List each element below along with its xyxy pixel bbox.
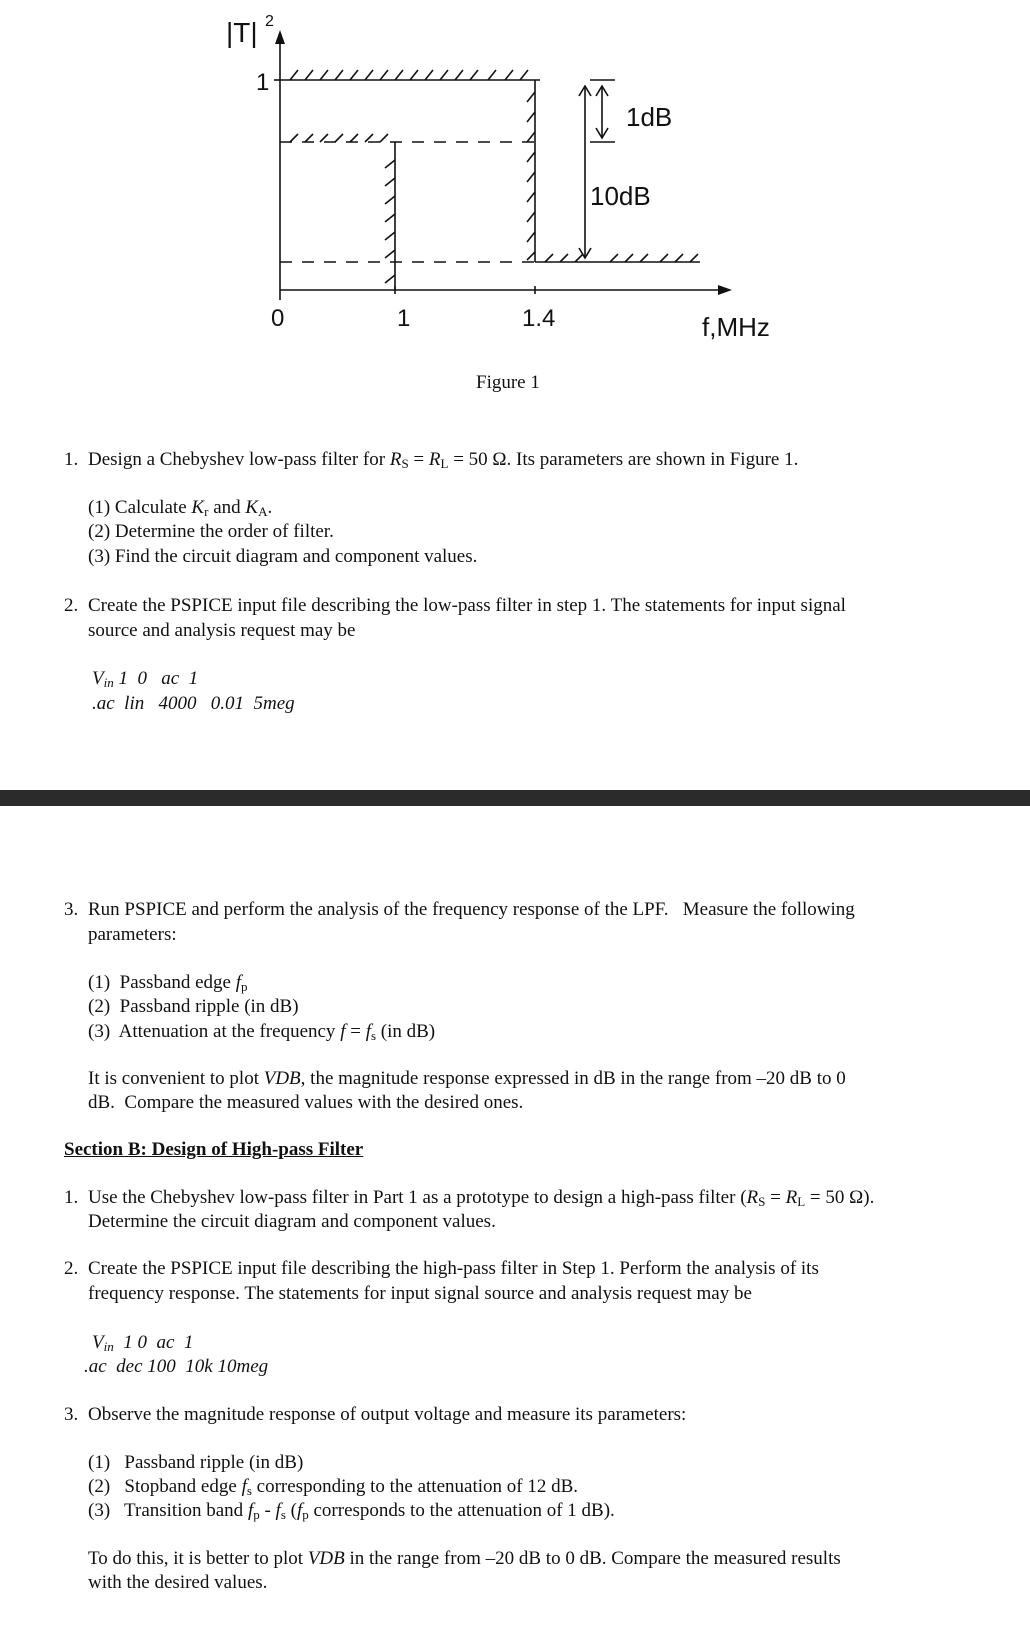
code-ac-2: .ac dec 100 10k 10meg	[84, 1356, 269, 1377]
x-tick-1-4: 1.4	[522, 305, 556, 332]
note-a-line1: It is convenient to plot VDB, the magnitude response expressed in dB in the range from –20 dB to 0	[88, 1068, 846, 1089]
page-top	[0, 0, 1030, 790]
q2-line2: source and analysis request may be	[88, 620, 356, 641]
y-axis-exponent: 2	[265, 13, 274, 30]
q1-number: 1.	[64, 449, 79, 470]
stopband-edge-hatch	[527, 92, 535, 260]
q1-sub3: (3) Find the circuit diagram and component values.	[88, 546, 478, 567]
y-axis-label: |T|	[226, 17, 258, 48]
code-vin-1: Vin 1 0 ac 1	[92, 668, 199, 690]
code-ac-1: .ac lin 4000 0.01 5meg	[92, 693, 295, 714]
edge-hatch	[385, 160, 395, 283]
q3-sub3: (3) Attenuation at the frequency f = fs (in dB)	[88, 1021, 436, 1043]
q1-sub1: (1) Calculate Kr and KA.	[88, 497, 273, 519]
q3-number: 3.	[64, 899, 79, 920]
figure-1-diagram	[0, 0, 1030, 370]
figure-caption: Figure 1	[476, 372, 540, 393]
b-q2-line2: frequency response. The statements for input signal source and analysis request may be	[88, 1283, 752, 1304]
q3-sub1: (1) Passband edge fp	[88, 972, 248, 994]
q3-line2: parameters:	[88, 924, 177, 945]
ripple-hatch	[290, 134, 388, 142]
q1-sub2: (2) Determine the order of filter.	[88, 521, 334, 542]
code-vin-2: Vin 1 0 ac 1	[92, 1332, 194, 1354]
page-divider	[0, 790, 1030, 806]
y-axis-arrow	[275, 30, 285, 44]
b-q3-number: 3.	[64, 1404, 79, 1425]
b-q1-line2: Determine the circuit diagram and component values.	[88, 1211, 496, 1232]
q2-line1: Create the PSPICE input file describing the low-pass filter in step 1. The statements for input signal	[88, 595, 846, 616]
x-tick-0: 0	[271, 305, 285, 332]
b-q3-line: Observe the magnitude response of output voltage and measure its parameters:	[88, 1404, 687, 1425]
b-q2-number: 2.	[64, 1258, 79, 1279]
x-tick-1: 1	[397, 305, 411, 332]
b-q3-sub3: (3) Transition band fp - fs (fp corresponds to the attenuation of 1 dB).	[88, 1500, 615, 1522]
page-bottom	[0, 805, 1030, 1634]
q3-line1: Run PSPICE and perform the analysis of the frequency response of the LPF. Measure the following	[88, 899, 855, 920]
q3-sub2: (2) Passband ripple (in dB)	[88, 996, 299, 1017]
q2-number: 2.	[64, 595, 79, 616]
note-b-line1: To do this, it is better to plot VDB in the range from –20 dB to 0 dB. Compare the measured results	[88, 1548, 841, 1569]
b-q3-sub1: (1) Passband ripple (in dB)	[88, 1452, 304, 1473]
note-a-line2: dB. Compare the measured values with the desired ones.	[88, 1092, 524, 1113]
section-b-title: Section B: Design of High-pass Filter	[64, 1139, 364, 1160]
b-q1-number: 1.	[64, 1187, 79, 1208]
b-q3-sub2: (2) Stopband edge fs corresponding to the attenuation of 12 dB.	[88, 1476, 579, 1498]
q1-text: Design a Chebyshev low-pass filter for RS = RL = 50 Ω. Its parameters are shown in Figure 1.	[88, 449, 799, 471]
top-hatch	[290, 70, 528, 80]
label-1db: 1dB	[626, 102, 673, 132]
b-q2-line1: Create the PSPICE input file describing the high-pass filter in Step 1. Perform the analysis of its	[88, 1258, 819, 1279]
x-axis-arrow	[718, 285, 732, 295]
x-axis-label: f,MHz	[702, 312, 770, 342]
label-10db: 10dB	[590, 181, 651, 211]
stopband-hatch	[545, 254, 698, 262]
y-tick-1: 1	[256, 69, 270, 96]
note-b-line2: with the desired values.	[88, 1572, 268, 1593]
b-q1-line1: Use the Chebyshev low-pass filter in Part 1 as a prototype to design a high-pass filter (RS = RL = 50 Ω).	[88, 1187, 875, 1209]
